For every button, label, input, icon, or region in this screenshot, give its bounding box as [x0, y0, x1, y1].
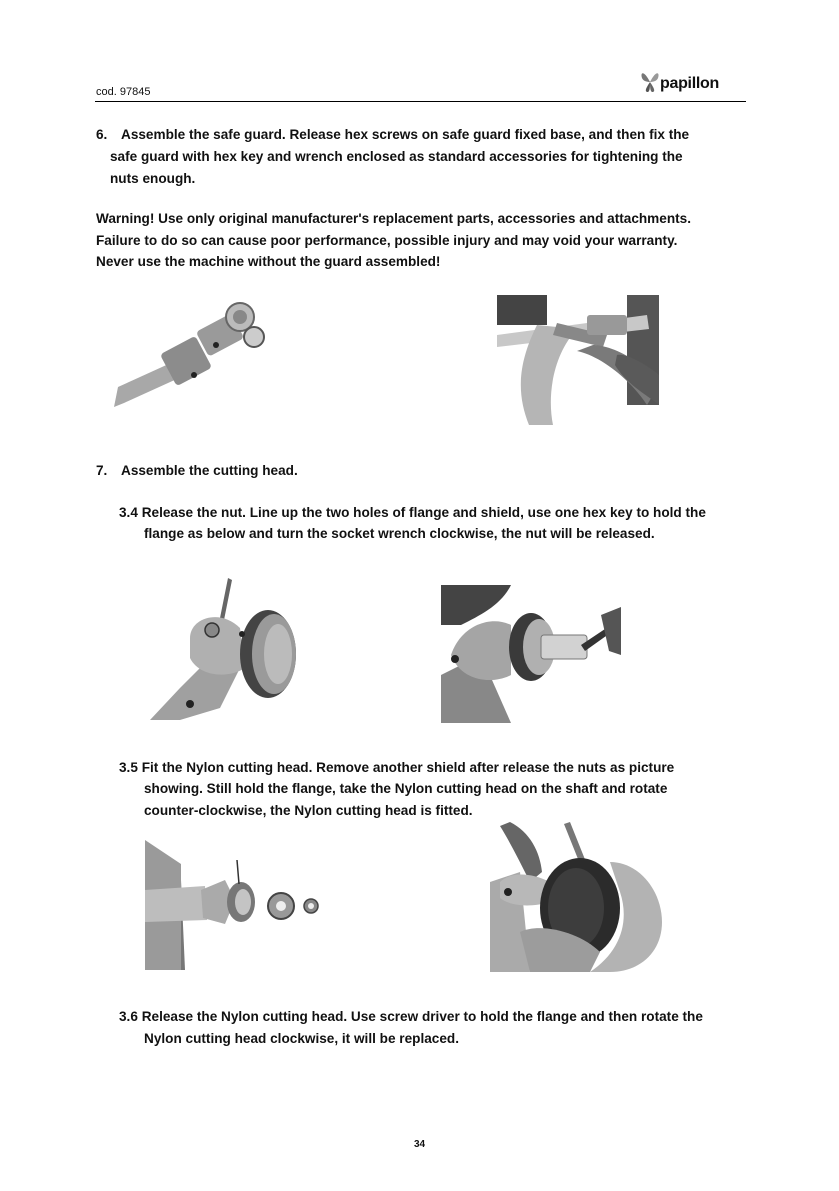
brand-logo	[640, 66, 740, 96]
sub36-number: 3.6	[119, 1009, 138, 1024]
step7-number: 7.	[96, 463, 108, 478]
photo-nylon-head-fitting	[490, 822, 662, 972]
sub36-title: Release the Nylon cutting head.	[141, 1009, 348, 1024]
warning-line1	[96, 208, 691, 230]
butterfly-icon	[640, 68, 660, 94]
sub34-number: 3.4	[119, 505, 138, 520]
step6-line2: safe guard with hex key and wrench enclosed as standard accessories for tightening the	[110, 149, 683, 164]
photo-guard-assembly	[497, 295, 659, 425]
sub35-line3: counter-clockwise, the Nylon cutting head is fitted.	[144, 803, 473, 818]
sub36-line1	[119, 1006, 703, 1028]
page-number: 34	[413, 1139, 426, 1150]
header-rule	[95, 101, 746, 102]
step6-line3: nuts enough.	[110, 171, 196, 186]
sub34-title: Release the nut.	[141, 505, 246, 520]
sub35-text1: Remove another shield after release the nuts as picture	[312, 760, 675, 775]
sub35-line1	[119, 757, 674, 779]
sub34-line1	[119, 502, 706, 524]
warning-text1: Use only original manufacturer's replacement parts, accessories and attachments.	[154, 211, 691, 226]
warning-label: Warning!	[96, 211, 155, 226]
warning-line2: Failure to do so can cause poor performance, possible injury and may void your warranty.	[96, 233, 678, 248]
photo-hex-key-flange	[150, 578, 300, 720]
step6-number: 6.	[96, 127, 108, 142]
sub34-text1: Line up the two holes of flange and shield, use one hex key to hold the	[245, 505, 706, 520]
sub35-title: Fit the Nylon cutting head.	[141, 760, 313, 775]
warning-line3: Never use the machine without the guard assembled!	[96, 254, 441, 269]
step7-text: Assemble the cutting head.	[121, 463, 298, 478]
sub35-line2: showing. Still hold the flange, take the Nylon cutting head on the shaft and rotate	[144, 781, 668, 796]
sub35-number: 3.5	[119, 760, 138, 775]
photo-parts-removed	[145, 840, 325, 970]
photo-socket-wrench	[441, 585, 621, 723]
brand-name: papillon	[660, 75, 719, 92]
sub34-line2: flange as below and turn the socket wrench clockwise, the nut will be released.	[144, 526, 655, 541]
photo-trimmer-shaft	[114, 295, 274, 415]
step6-line1: Assemble the safe guard. Release hex screws on safe guard fixed base, and then fix the	[121, 127, 690, 142]
sub36-text1: Use screw driver to hold the flange and then rotate the	[347, 1009, 703, 1024]
document-code: cod. 97845	[96, 86, 151, 98]
sub36-line2: Nylon cutting head clockwise, it will be replaced.	[144, 1031, 459, 1046]
